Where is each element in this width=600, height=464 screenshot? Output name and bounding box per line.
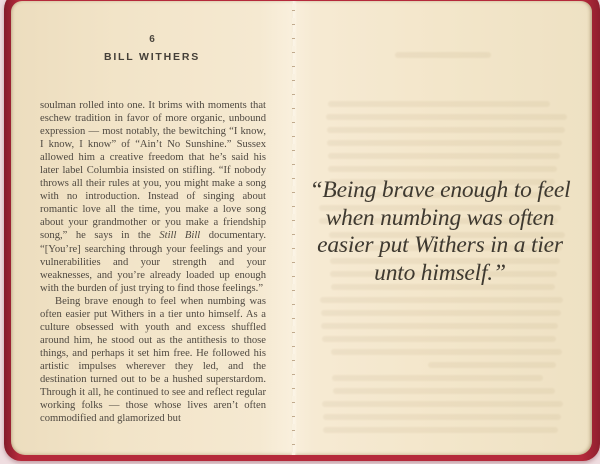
- italic-text-run: Still Bill: [159, 230, 201, 242]
- running-header: BILL WITHERS: [103, 51, 201, 63]
- ghost-line: [328, 166, 557, 172]
- right-page: [293, 1, 592, 455]
- ghost-line: [320, 297, 563, 303]
- ghost-line: [321, 310, 561, 316]
- ghost-line: [328, 101, 550, 107]
- ghost-line: [331, 349, 562, 355]
- text-run: soulman rolled into one. It brims with moments that eschew tradition in favor of more organic, unbound expression — most notably, the bewitching “I know, I know, I know” of “Ain’t No Sunshine.” Sussex allowed him a creative freedom that he’s said his later label Columbia insisted on stifling. “If nobody throws all their rules at you, you might make a song with no introduction. Instead of singing about romantic love all the time, you make a love song about your grandmother or you make a friendship song,” he says in the: [40, 100, 266, 242]
- page-number: 6: [149, 34, 155, 45]
- pull-quote: “Being brave enough to feel when numbing was often easier put Withers in a tier unto himself.”: [309, 177, 571, 286]
- ghost-line: [326, 114, 567, 120]
- ghost-line: [323, 414, 561, 420]
- ghost-line: [327, 127, 565, 133]
- text-run: documentary. “[You’re] searching through your feelings and your vulnerabilities and your strength and your weaknesses, and you’re already loaded up enough with the burden of just trying to find those feelings.”: [40, 230, 266, 294]
- body-text: [40, 99, 266, 425]
- ghost-line: [395, 52, 491, 58]
- ghost-line: [332, 375, 543, 381]
- ghost-line: [322, 336, 556, 342]
- ghost-line: [327, 140, 562, 146]
- ghost-line: [321, 323, 558, 329]
- text-run: Being brave enough to feel when numbing was often easier put Withers in a tier unto himself. As a culture obsessed with youth and excess shuffled around him, he stood out as the antithesis to those things, and perhaps it set him free. He followed his artistic impulses wherever they led, and the destination turned out to be a hushed superstardom. Through it all, he continued to see and reflect regular working folks — those whose lives aren’t often commodified and glamorized but: [40, 295, 266, 425]
- ghost-line: [322, 401, 563, 407]
- ghost-line: [428, 362, 556, 368]
- ghost-line: [323, 427, 558, 433]
- left-page: [11, 1, 293, 455]
- open-pages: [11, 1, 592, 455]
- ghost-line: [333, 388, 555, 394]
- ghost-line: [328, 153, 560, 159]
